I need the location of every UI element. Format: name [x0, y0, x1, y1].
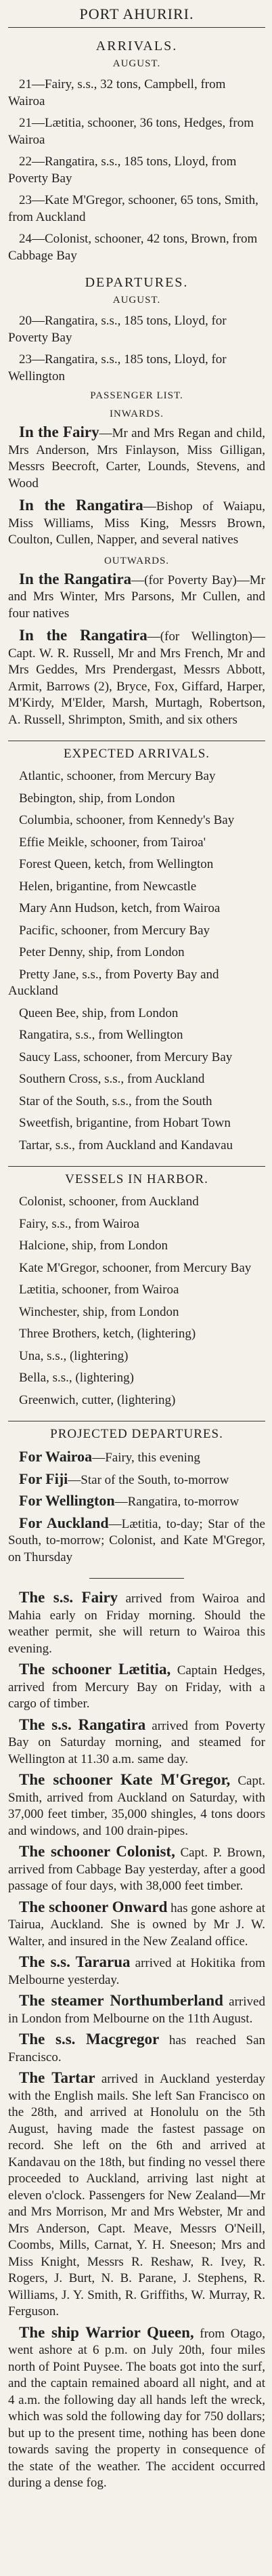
- news-lead: The s.s. Macgregor: [19, 2031, 160, 2048]
- news-paragraph: [8, 2031, 265, 2066]
- news-body: arrived in Auckland yesterday with the English mails. She left San Francisco on the 28th, and arrived at Honolulu on the 5th August, having made the fastest passage on record. She left on the 6th and arrived at Kandavau on the 18th, but finding no vessel there proceeded to Auckland, arriving last night at eleven o'clock. Passengers for New Zealand—Mr and Mrs Morrison, Mr and Mrs Webster, Mr and Mrs Anderson, Capt. Meave, Messrs O'Neill, Coombs, Mills, Carnat, Y. H. Sneeson; Mrs and Miss Knight, Messrs R. Reshaw, R. Ivey, R. Rogers, J. Burt, N. B. Parane, J. Stephens, R. Williams, J. Y. Smith, R. Griffiths, W. Murray, R. Ferguson.: [8, 2072, 265, 2319]
- projected-entry: [8, 1449, 265, 1467]
- passenger-entry: [8, 424, 265, 492]
- harbor-entry: Greenwich, cutter, (lightering): [19, 1392, 176, 1407]
- expected-entry: Peter Denny, ship, from London: [19, 945, 185, 959]
- expected-entry: Bebington, ship, from London: [19, 791, 175, 806]
- departure-entry: 20—Rangatira, s.s., 185 tons, Lloyd, for Poverty Bay: [8, 314, 227, 345]
- expected-entry: Pretty Jane, s.s., from Poverty Bay and Auckland: [8, 967, 219, 998]
- news-body: has reached San Francisco.: [8, 2033, 265, 2064]
- passenger-vessel: In the Rangatira: [19, 627, 148, 644]
- expected-entry: Saucy Lass, schooner, from Mercury Bay: [19, 1050, 233, 1064]
- news-body: Capt. P. Brown, arrived from Cabbage Bay yesterday, after a good passage of four days, with 38,000 feet timber.: [8, 1846, 265, 1893]
- harbor-entry: Fairy, s.s., from Wairoa: [19, 1216, 139, 1231]
- harbor-entry: Kate M'Gregor, schooner, from Mercury Bay: [19, 1260, 252, 1275]
- passenger-vessel: In the Rangatira: [19, 570, 132, 587]
- harbor-entry: Una, s.s., (lightering): [19, 1348, 129, 1363]
- arrival-entry: 24—Colonist, schooner, 42 tons, Brown, from Cabbage Bay: [8, 232, 258, 263]
- harbor-entry: Colonist, schooner, from Auckland: [19, 1194, 199, 1209]
- vessels-in-harbor-list: [8, 1194, 265, 1409]
- news-lead: The schooner Colonist,: [19, 1843, 175, 1860]
- passenger-names: —Bishop of Waiapu, Miss Williams, Miss King, Messrs Brown, Coulton, Cullen, Napper, and several natives: [8, 499, 266, 547]
- news-paragraph: [8, 1772, 265, 1840]
- arrivals-list: [8, 77, 265, 264]
- shipping-news: [8, 1590, 265, 2492]
- expected-entry: Sweetfish, brigantine, from Hobart Town: [19, 1116, 231, 1130]
- passenger-entry: [8, 627, 265, 728]
- expected-arrivals-list: [8, 768, 265, 1154]
- news-lead: The schooner Lætitia,: [19, 1661, 171, 1678]
- news-lead: The steamer Northumberland: [19, 1992, 223, 2009]
- arrivals-heading: ARRIVALS.: [95, 39, 178, 54]
- expected-entry: Pacific, schooner, from Mercury Bay: [19, 923, 210, 938]
- arrival-entry: 21—Fairy, s.s., 32 tons, Campbell, from Wairoa: [8, 77, 226, 108]
- passenger-names: —(for Poverty Bay)—Mr and Mrs Winter, Mrs Parsons, Mr Cullen, and four natives: [8, 573, 265, 621]
- departures-list: [8, 313, 265, 385]
- news-lead: The schooner Onward: [19, 1898, 168, 1915]
- projected-entry: [8, 1471, 265, 1489]
- harbor-entry: Three Brothers, ketch, (lightering): [19, 1327, 196, 1341]
- passenger-entry: [8, 571, 265, 623]
- arrivals-month: AUGUST.: [112, 58, 161, 69]
- departures-month: AUGUST.: [112, 295, 161, 306]
- arrival-entry: 22—Rangatira, s.s., 185 tons, Lloyd, from Poverty Bay: [8, 154, 237, 186]
- news-body: arrived from Wairoa and Mahia early on Friday morning. Should the weather permit, she will return to Wairoa this evening.: [8, 1592, 265, 1656]
- inwards-heading: INWARDS.: [109, 409, 164, 419]
- arrival-entry: 21—Lætitia, schooner, 36 tons, Hedges, from Wairoa: [8, 116, 254, 147]
- expected-entry: Helen, brigantine, from Newcastle: [19, 879, 197, 894]
- projected-departures-list: [8, 1449, 265, 1566]
- news-paragraph: [8, 2325, 265, 2492]
- passenger-entry: [8, 497, 265, 549]
- news-body: arrived in London from Melbourne on the 11th August.: [8, 1995, 265, 2026]
- section-divider: [89, 1578, 184, 1579]
- projected-entry: [8, 1515, 265, 1566]
- expected-entry: Forest Queen, ketch, from Wellington: [19, 857, 214, 871]
- news-lead: The s.s. Tararua: [19, 1953, 131, 1970]
- column-title: PORT AHURIRI.: [8, 3, 265, 28]
- expected-entry: Tartar, s.s., from Auckland and Kandavau: [19, 1138, 233, 1152]
- expected-entry: Columbia, schooner, from Kennedy's Bay: [19, 813, 235, 827]
- news-paragraph: [8, 2070, 265, 2321]
- news-lead: The schooner Kate M'Gregor,: [19, 1771, 231, 1788]
- departures-heading: DEPARTURES.: [85, 275, 189, 290]
- news-body: arrived at Hokitika from Melbourne yesterday.: [8, 1956, 265, 1987]
- projected-destination: For Fiji: [19, 1470, 68, 1487]
- harbor-entry: Bella, s.s., (lightering): [19, 1371, 134, 1385]
- passenger-vessel: In the Rangatira: [19, 497, 143, 514]
- projected-vessels: —Fairy, this evening: [92, 1451, 200, 1465]
- news-lead: The Tartar: [19, 2069, 95, 2086]
- harbor-entry: Lætitia, schooner, from Wairoa: [19, 1283, 179, 1297]
- passenger-list-heading: PASSENGER LIST.: [90, 390, 183, 401]
- expected-entry: Rangatira, s.s., from Wellington: [19, 1028, 183, 1042]
- expected-arrivals-heading: EXPECTED ARRIVALS.: [8, 741, 265, 762]
- news-body: has gone ashore at Tairua, Auckland. She is owned by Mr J. W. Walter, and insured in the New Zealand office.: [8, 1900, 265, 1949]
- projected-entry: [8, 1493, 265, 1511]
- projected-vessels: —Lætitia, to-day; Star of the South, to-morrow; Colonist, and Kate M'Gregor, on Thursday: [8, 1516, 265, 1564]
- departure-entry: 23—Rangatira, s.s., 185 tons, Lloyd, for Wellington: [8, 352, 227, 383]
- harbor-entry: Halcione, ship, from London: [19, 1239, 168, 1253]
- outwards-heading: OUTWARDS.: [104, 555, 170, 566]
- news-body: arrived from Poverty Bay on Saturday morning, and steamed for Wellington at 11.30 a.m. same day.: [8, 1718, 266, 1766]
- news-paragraph: [8, 1954, 265, 1989]
- projected-destination: For Wairoa: [19, 1448, 93, 1465]
- projected-destination: For Wellington: [19, 1492, 115, 1509]
- news-paragraph: [8, 1717, 265, 1768]
- expected-entry: Effie Meikle, schooner, from Tairoa': [19, 835, 206, 850]
- passenger-vessel: In the Fairy: [19, 423, 99, 440]
- news-body: Capt. Smith, arrived from Auckland on Saturday, with 37,000 feet timber, 35,000 shingles, 4 tons doors and windows, and 100 drain-pipes.: [8, 1774, 265, 1838]
- expected-entry: Atlantic, schooner, from Mercury Bay: [19, 769, 216, 783]
- vessels-in-harbor-heading: VESSELS IN HARBOR.: [8, 1166, 265, 1187]
- arrival-entry: 23—Kate M'Gregor, schooner, 65 tons, Smith, from Auckland: [8, 193, 258, 224]
- passenger-names: —Mr and Mrs Regan and child, Mrs Anderson, Mrs Finlayson, Miss Gilligan, Messrs Beecroft, Carter, Lounds, Stevens, and Wood: [8, 426, 265, 491]
- news-paragraph: [8, 1993, 265, 2027]
- expected-entry: Star of the South, s.s., from the South: [19, 1094, 212, 1108]
- news-paragraph: [8, 1899, 265, 1951]
- projected-vessels: —Rangatira, to-morrow: [114, 1495, 240, 1509]
- expected-entry: Southern Cross, s.s., from Auckland: [19, 1072, 205, 1086]
- expected-entry: Mary Ann Hudson, ketch, from Wairoa: [19, 901, 221, 915]
- news-paragraph: [8, 1844, 265, 1895]
- news-paragraph: [8, 1590, 265, 1657]
- passenger-names: —(for Wellington)—Capt. W. R. Russell, Mr and Mrs French, Mr and Mrs Geddes, Mrs Prendergast, Messrs Abbott, Armit, Barrows (2), Bryce, Fox, Giffard, Harper, M'Kirdy, M'Elder, Marsh, Murtagh, Robertson, A. Russell, Shrimpton, Smith, and six others: [8, 629, 265, 727]
- projected-destination: For Auckland: [19, 1514, 109, 1531]
- news-body: Captain Hedges, arrived from Mercury Bay on Friday, with a cargo of timber.: [8, 1663, 265, 1711]
- harbor-entry: Winchester, ship, from London: [19, 1304, 179, 1319]
- projected-departures-heading: PROJECTED DEPARTURES.: [8, 1421, 265, 1442]
- news-lead: The ship Warrior Queen,: [19, 2323, 194, 2341]
- news-paragraph: [8, 1661, 265, 1713]
- projected-vessels: —Star of the South, to-morrow: [68, 1472, 229, 1487]
- news-body: from Otago, went ashore at 6 p.m. on July 20th, four miles north of Point Puysee. The boats got into the surf, and the captain remained aboard all night, and at 4 a.m. the following day all hands left the wreck, which was sold the following day for 750 dollars; but up to the present time, nothing has been done towards saving the property in consequence of the state of the weather. The accident occurred during a dense fog.: [8, 2326, 265, 2490]
- news-lead: The s.s. Fairy: [19, 1589, 118, 1606]
- news-lead: The s.s. Rangatira: [19, 1716, 146, 1733]
- expected-entry: Queen Bee, ship, from London: [19, 1005, 179, 1020]
